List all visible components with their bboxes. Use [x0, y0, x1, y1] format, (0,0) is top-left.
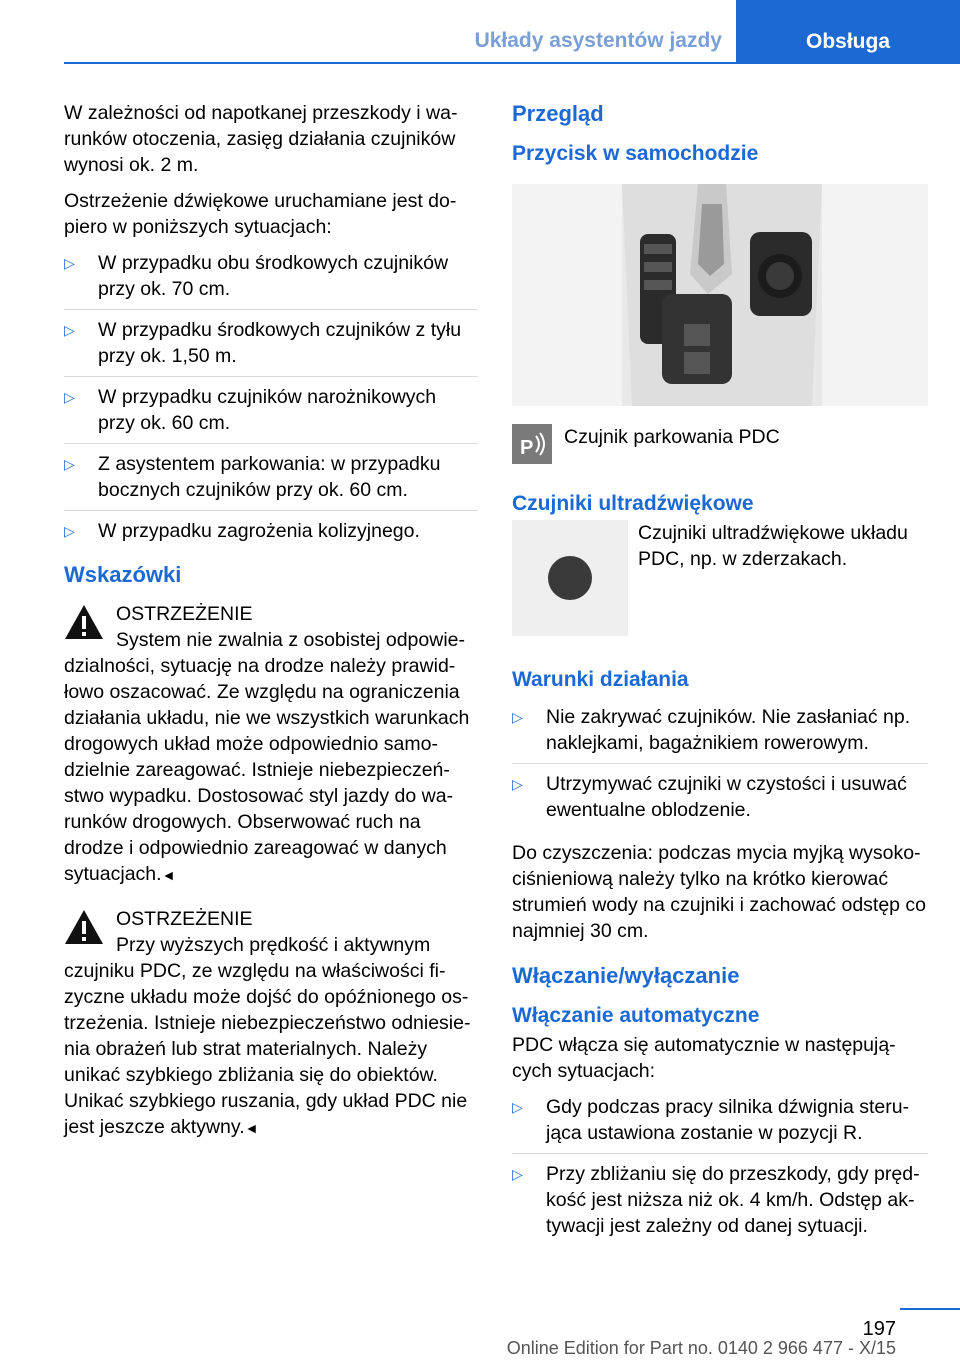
sensor-icon	[548, 556, 592, 600]
range-paragraph: W zależności od napotkanej przeszkody i wa- runków otoczenia, zasięg działania czujników wynosi ok. 2 m.	[64, 102, 458, 176]
conditions-list	[512, 704, 928, 830]
warning-block-1	[64, 601, 478, 888]
list-item: ▷ Przy zbliżaniu się do przeszkody, gdy pręd- kość jest niższa niż ok. 4 km/h. Odstęp ak- tywacji jest zależny od danej sytuacji.	[512, 1163, 920, 1237]
warning-block-2	[64, 906, 478, 1141]
triangle-bullet-icon: ▷	[512, 1099, 523, 1115]
svg-text:P: P	[520, 437, 534, 459]
edition-footer: Online Edition for Part no. 0140 2 966 477 - X/15	[506, 1338, 896, 1358]
header-rule	[64, 62, 960, 64]
auto-heading: Włączanie automatyczne	[512, 1004, 760, 1027]
warning-title: OSTRZEŻENIE	[116, 908, 253, 930]
warning-triangle-icon	[64, 908, 104, 946]
center-console-photo	[512, 184, 928, 406]
auto-activation-list	[512, 1094, 928, 1246]
pdc-parking-sensor-icon	[512, 424, 552, 464]
right-column	[512, 100, 928, 1256]
page-number: 197	[862, 1318, 896, 1340]
header-chapter-tab[interactable]: Obsługa	[736, 0, 960, 62]
cleaning-paragraph: Do czyszczenia: podczas mycia myjką wysoko- ciśnieniową należy tylko na krótko kierować strumień wody na czujniki i zachować odstęp co najmniej 30 cm.	[512, 842, 927, 942]
overview-heading: Przegląd	[512, 101, 604, 126]
end-mark: ◄	[244, 1120, 259, 1136]
conditions-heading: Warunki działania	[512, 668, 689, 691]
triangle-bullet-icon: ▷	[64, 389, 75, 405]
end-mark: ◄	[161, 867, 176, 883]
triangle-bullet-icon: ▷	[512, 776, 523, 792]
onoff-heading: Włączanie/wyłączanie	[512, 963, 740, 988]
auto-paragraph: PDC włącza się automatycznie w następują- cych sytuacjach:	[512, 1034, 896, 1082]
acoustic-warning-list	[64, 250, 478, 551]
header-section-title: Układy asystentów jazdy	[474, 29, 722, 52]
list-item: ▷ W przypadku środkowych czujników z tyłu przy ok. 1,50 m.	[64, 317, 478, 377]
warning-text: Przy wyższych prędkość i aktywnym czujniku PDC, ze względu na właściwości fi- zyczne układu może dojść do opóźnionego os- trzeżenia. Istnieje niebezpieczeństwo odniesie- nia obrażeń lub strat materialnych. Należy unikać szybkiego zbliżania się do obiektów. Unikać szybkiego ruszania, gdy układ PDC nie jest jeszcze aktywny.◄	[64, 934, 471, 1138]
list-item: ▷ Utrzymywać czujniki w czystości i usuwać ewentualne oblodzenie.	[512, 773, 907, 821]
list-item: ▷ Nie zakrywać czujników. Nie zasłaniać np. naklejkami, bagażnikiem rowerowym.	[512, 704, 928, 764]
list-item: ▷ W przypadku obu środkowych czujników przy ok. 70 cm.	[64, 250, 478, 310]
warning-title: OSTRZEŻENIE	[116, 603, 253, 625]
triangle-bullet-icon: ▷	[64, 255, 75, 271]
triangle-bullet-icon: ▷	[64, 322, 75, 338]
list-item: ▷ Z asystentem parkowania: w przypadku bocznych czujników przy ok. 60 cm.	[64, 451, 478, 511]
list-item: ▷ W przypadku zagrożenia kolizyjnego.	[64, 520, 420, 542]
warning-triangle-icon	[64, 603, 104, 641]
triangle-bullet-icon: ▷	[64, 456, 75, 472]
triangle-bullet-icon: ▷	[512, 1166, 523, 1182]
left-column	[64, 100, 478, 1155]
ultrasonic-heading: Czujniki ultradźwiękowe	[512, 492, 754, 515]
pdc-caption: Czujnik parkowania PDC	[564, 426, 780, 448]
list-item: ▷ W przypadku czujników narożnikowych przy ok. 60 cm.	[64, 384, 478, 444]
triangle-bullet-icon: ▷	[64, 523, 75, 539]
footer-rule	[900, 1308, 960, 1310]
list-item: ▷ Gdy podczas pracy silnika dźwignia steru- jąca ustawiona zostanie w pozycji R.	[512, 1094, 928, 1154]
button-heading: Przycisk w samochodzie	[512, 142, 759, 165]
warning-text: System nie zwalnia z osobistej odpowie- dzialności, sytuację na drodze należy prawid- łowo oszacować. Ze względu na ograniczenia działania układu, nie we wszystkich warunkach drogowych układ może odpowiednio samo- dzielnie zareagować. Istnieje niebezpieczeń- stwo wypadku. Dostosować styl jazdy do wa- runków drogowych. Obserwować ruch na drodze i odpowiednio zareagować w danych sytuacjach.◄	[64, 629, 470, 885]
ultrasonic-sensor-row	[512, 520, 928, 636]
pdc-caption-row	[512, 424, 928, 464]
notes-heading: Wskazówki	[64, 562, 182, 587]
ultrasonic-sensor-image	[512, 520, 628, 636]
ultrasonic-text: Czujniki ultradźwiękowe układu PDC, np. w zderzakach.	[638, 522, 908, 570]
triangle-bullet-icon: ▷	[512, 709, 523, 725]
acoustic-warning-paragraph: Ostrzeżenie dźwiękowe uruchamiane jest do- piero w poniższych sytuacjach:	[64, 190, 457, 238]
